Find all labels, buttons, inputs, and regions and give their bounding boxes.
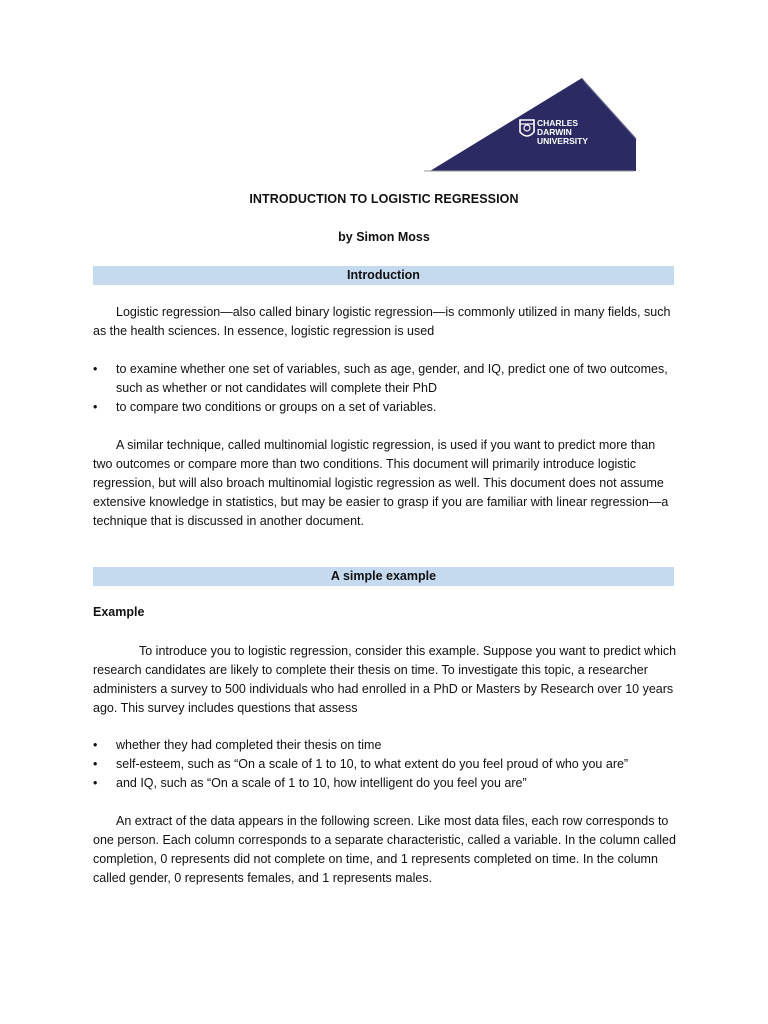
intro-paragraph-2: A similar technique, called multinomial logistic regression, is used if you want to predict more than two outcomes or compare more than two conditions. This document will primarily introduce logistic regression, but will also broach multinomial logistic regression as well. This document does not assume extensive knowledge in statistics, but may be easier to grasp if you are familiar with linear regression—a technique that is discussed in another document. — [93, 438, 669, 528]
intro-bullet-1: to examine whether one set of variables, such as age, gender, and IQ, predict one of two outcomes, such as whether or not candidates will complete their PhD — [116, 362, 668, 395]
example-paragraph-2: An extract of the data appears in the following screen. Like most data files, each row corresponds to one person. Each column corresponds to a separate characteristic, called a variable. In the column called completion, 0 represents did not complete on time, and 1 represents completed on time. In the column called gender, 0 represents females, and 1 represents males. — [93, 814, 676, 885]
example-subheading: Example — [93, 605, 145, 619]
intro-section-body — [93, 303, 678, 341]
example-bullet-2: self-esteem, such as “On a scale of 1 to 10, to what extent do you feel proud of who you are” — [116, 757, 629, 771]
intro-bullet-2: to compare two conditions or groups on a set of variables. — [116, 400, 437, 414]
intro-bullet-list — [93, 360, 678, 417]
list-item — [93, 360, 678, 398]
list-item — [93, 755, 678, 774]
intro-paragraph-1: Logistic regression—also called binary logistic regression—is commonly utilized in many fields, such as the health sciences. In essence, logistic regression is used — [93, 305, 671, 338]
section-heading-simple-example: A simple example — [93, 567, 674, 586]
bullet-icon: • — [93, 362, 98, 376]
example-bullet-list — [93, 736, 678, 793]
logo-graphic — [424, 74, 640, 174]
bullet-icon: • — [93, 776, 98, 790]
section-heading-introduction: Introduction — [93, 266, 674, 285]
example-section-body-2 — [93, 812, 678, 888]
example-bullet-3: and IQ, such as “On a scale of 1 to 10, how intelligent do you feel you are” — [116, 776, 527, 790]
list-item — [93, 398, 678, 417]
example-bullet-1: whether they had completed their thesis on time — [116, 738, 382, 752]
list-item — [93, 774, 678, 793]
document-title: INTRODUCTION TO LOGISTIC REGRESSION — [249, 192, 519, 206]
document-author: by Simon Moss — [338, 230, 430, 244]
example-paragraph-1: To introduce you to logistic regression, consider this example. Suppose you want to predict which research candidates are likely to complete their thesis on time. To investigate this topic, a researcher administers a survey to 500 individuals who had enrolled in a PhD or Masters by Research over 10 years ago. This survey includes questions that assess — [93, 644, 677, 715]
example-section-body — [93, 642, 678, 718]
bullet-icon: • — [93, 757, 98, 771]
logo-line-2: DARWIN — [537, 127, 572, 137]
logo-line-1: CHARLES — [537, 118, 579, 128]
bullet-icon: • — [93, 400, 98, 414]
university-logo — [424, 74, 640, 174]
bullet-icon: • — [93, 738, 98, 752]
logo-line-3: UNIVERSITY — [537, 136, 589, 146]
intro-section-body-2 — [93, 436, 678, 531]
list-item — [93, 736, 678, 755]
